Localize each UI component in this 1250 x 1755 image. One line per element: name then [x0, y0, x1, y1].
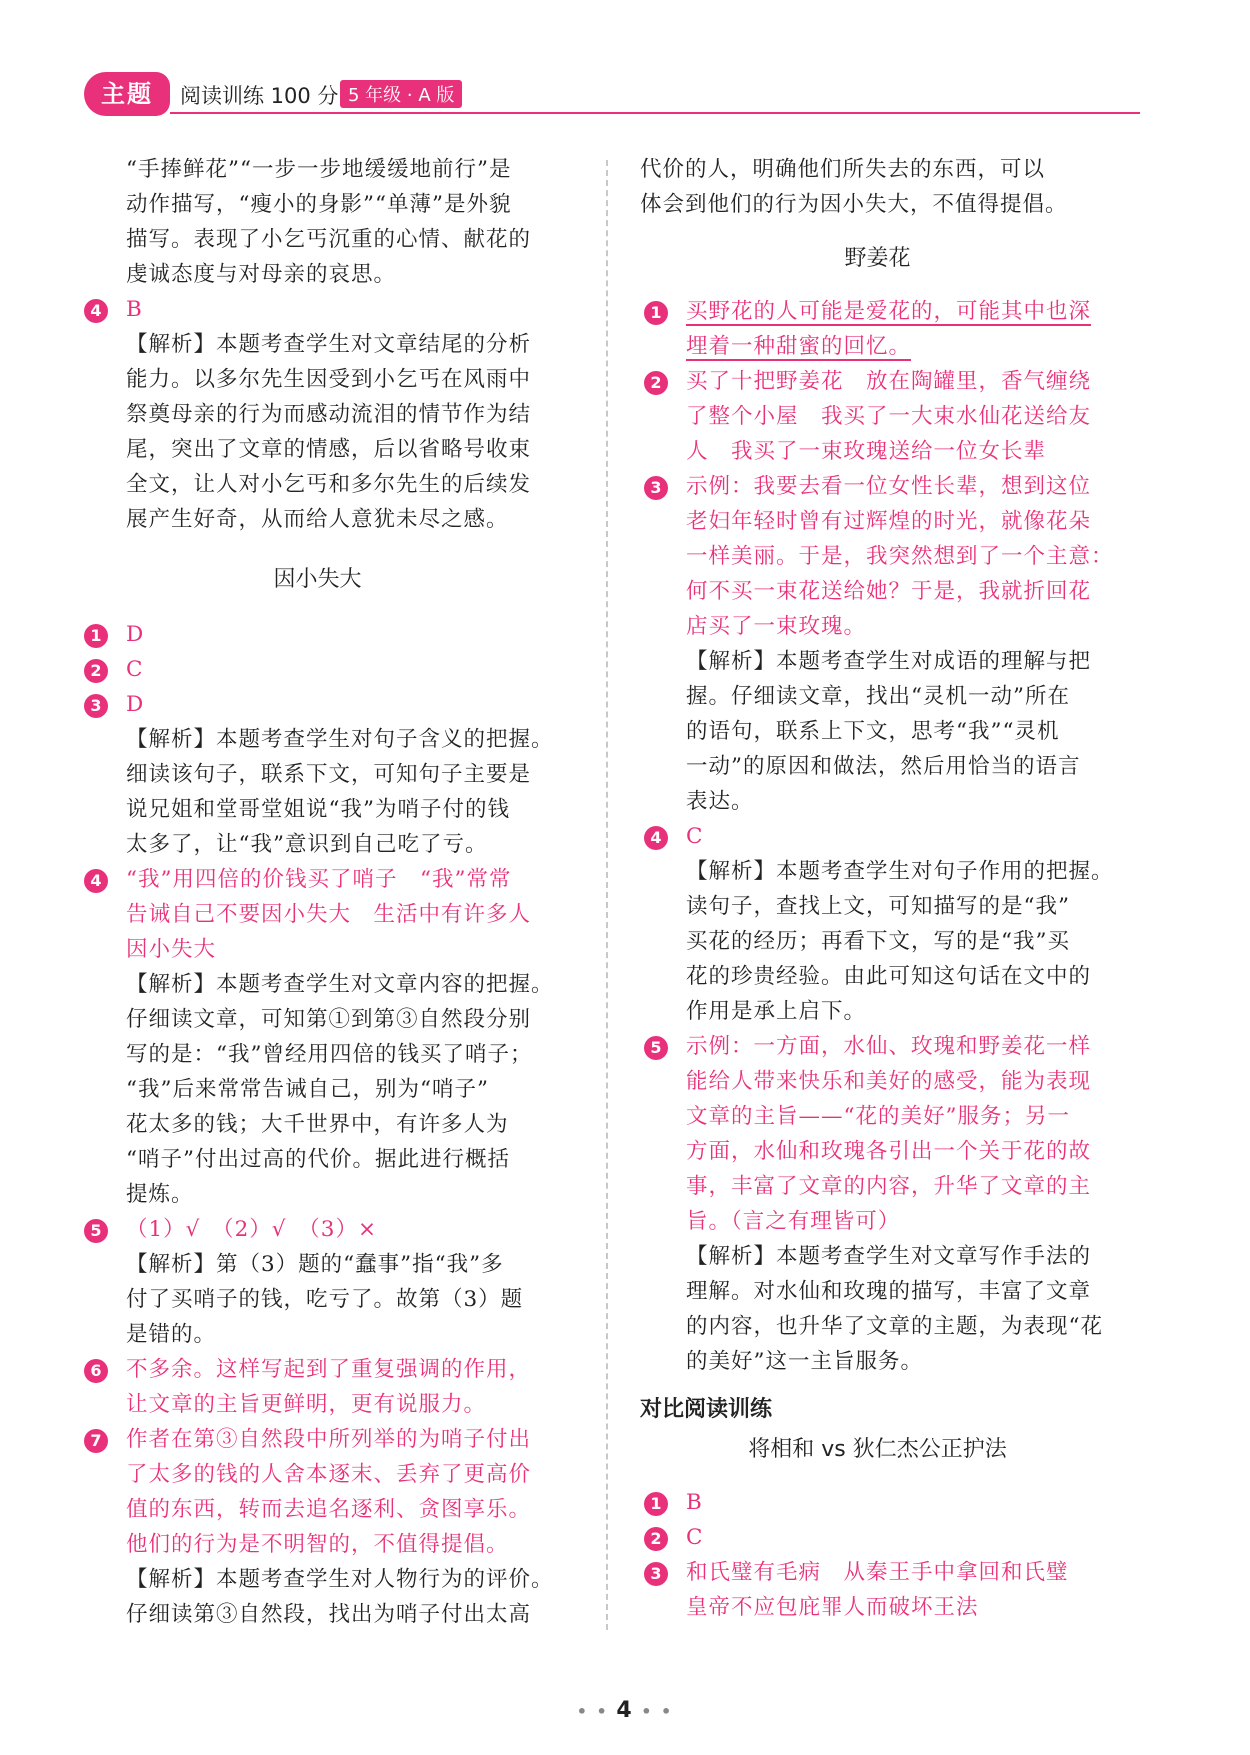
question-number-icon: 7	[84, 1429, 108, 1453]
text-line: 握。仔细读文章，找出“灵机一动”所在	[686, 684, 1070, 709]
answer-text: C	[126, 657, 144, 682]
answer-line: 何不买一束花送给她？于是，我就折回花	[686, 579, 1092, 604]
analysis-block	[80, 327, 555, 537]
answer-line: 老妇年轻时曾有过辉煌的时光，就像花朵	[686, 509, 1092, 534]
answer-line: 埋着一种甜蜜的回忆。	[686, 334, 912, 359]
answer-line: 示例：我要去看一位女性长辈，想到这位	[686, 474, 1092, 499]
question-number-icon: 3	[644, 1562, 668, 1586]
answer-item	[80, 652, 555, 687]
analysis-block	[640, 644, 1115, 819]
text-line: 花的珍贵经验。由此可知这句话在文中的	[686, 964, 1092, 989]
answer-line: 店买了一束玫瑰。	[686, 614, 867, 639]
answer-item	[80, 1352, 555, 1422]
answer-line: 因小失大	[126, 937, 217, 962]
analysis-block	[80, 1247, 555, 1352]
page-footer	[0, 1698, 1250, 1723]
text-line: 能力。以多尔先生因受到小乞丐在风雨中	[126, 367, 532, 392]
text-line: 尾，突出了文章的情感，后以省略号收束	[126, 437, 532, 462]
text-line: 描写。表现了小乞丐沉重的心情、献花的	[126, 227, 532, 252]
answer-line: 方面，水仙和玫瑰各引出一个关于花的故	[686, 1139, 1092, 1164]
answer-text: C	[686, 1525, 704, 1550]
book-title: 阅读训练 100 分	[180, 84, 339, 108]
text-line: 是错的。	[126, 1322, 217, 1347]
intro-paragraph	[80, 152, 555, 292]
page-number: 4	[616, 1698, 634, 1723]
answer-line: 皇帝不应包庇罪人而破坏王法	[686, 1595, 979, 1620]
answer-item	[640, 1520, 1115, 1555]
section-title: 将相和 vs 狄仁杰公正护法	[748, 1437, 1007, 1462]
question-number-icon: 1	[644, 301, 668, 325]
text-line: 表达。	[686, 789, 754, 814]
question-number-icon: 5	[644, 1036, 668, 1060]
text-line: 代价的人，明确他们所失去的东西，可以	[640, 157, 1046, 182]
answer-line: 不多余。这样写起到了重复强调的作用，	[126, 1357, 532, 1382]
text-line: 动作描写，“瘦小的身影”“单薄”是外貌	[126, 192, 512, 217]
header-divider	[170, 112, 1140, 114]
text-line: 作用是承上启下。	[686, 999, 867, 1024]
answer-item	[640, 1029, 1115, 1239]
answer-line: 他们的行为是不明智的，不值得提倡。	[126, 1532, 509, 1557]
text-line: 【解析】本题考查学生对句子含义的把握。	[126, 727, 554, 752]
question-number-icon: 1	[644, 1492, 668, 1516]
question-number-icon: 3	[644, 476, 668, 500]
question-number-icon: 3	[84, 694, 108, 718]
answer-line: 人 我买了一束玫瑰送给一位女长辈	[686, 439, 1047, 464]
section-title: 野姜花	[844, 246, 911, 271]
text-line: “我”后来常常告诫自己，别为“哨子”	[126, 1077, 489, 1102]
analysis-block	[80, 722, 555, 862]
text-line: 提炼。	[126, 1182, 194, 1207]
answer-line: 事，丰富了文章的内容，升华了文章的主	[686, 1174, 1092, 1199]
analysis-block	[640, 854, 1115, 1029]
question-number-icon: 2	[644, 1527, 668, 1551]
answer-line: 了太多的钱的人舍本逐末、丢弃了更高价	[126, 1462, 532, 1487]
answer-line: 旨。（言之有理皆可）	[686, 1209, 901, 1234]
text-line: 理解。对水仙和玫瑰的描写，丰富了文章	[686, 1279, 1092, 1304]
text-line: 太多了，让“我”意识到自己吃了亏。	[126, 832, 488, 857]
answer-item	[640, 1485, 1115, 1520]
answer-item	[80, 1212, 555, 1247]
question-number-icon: 5	[84, 1219, 108, 1243]
text-line: 仔细读文章，可知第①到第③自然段分别	[126, 1007, 532, 1032]
answer-line: 买了十把野姜花 放在陶罐里，香气缠绕	[686, 369, 1092, 394]
page-header	[80, 60, 1140, 122]
text-line: 读句子，查找上文，可知描写的是“我”	[686, 894, 1070, 919]
text-line: 一动”的原因和做法，然后用恰当的语言	[686, 754, 1081, 779]
answer-item	[80, 617, 555, 652]
section-heading: 对比阅读训练	[640, 1397, 773, 1422]
answer-item	[640, 1555, 1115, 1625]
answer-text: （1）√ （2）√ （3）×	[126, 1217, 377, 1242]
text-line: 展产生好奇，从而给人意犹未尽之感。	[126, 507, 509, 532]
answer-line: 示例：一方面，水仙、玫瑰和野姜花一样	[686, 1034, 1092, 1059]
question-number-icon: 4	[644, 826, 668, 850]
answer-line: 能给人带来快乐和美好的感受，能为表现	[686, 1069, 1092, 1094]
text-line: 体会到他们的行为因小失大，不值得提倡。	[640, 192, 1068, 217]
grade-badge: 5 年级 · A 版	[340, 80, 462, 108]
question-number-icon: 6	[84, 1359, 108, 1383]
text-line: 的内容，也升华了文章的主题，为表现“花	[686, 1314, 1103, 1339]
text-line: 买花的经历；再看下文，写的是“我”买	[686, 929, 1070, 954]
answer-line: 文章的主旨——“花的美好”服务；另一	[686, 1104, 1070, 1129]
answer-item	[640, 294, 1115, 364]
text-line: 写的是：“我”曾经用四倍的钱买了哨子；	[126, 1042, 533, 1067]
text-line: 仔细读第③自然段，找出为哨子付出太高	[126, 1602, 532, 1627]
answer-text: D	[126, 692, 145, 717]
answer-text: C	[686, 824, 704, 849]
answer-line: 了整个小屋 我买了一大束水仙花送给友	[686, 404, 1092, 429]
dots-icon: • •	[633, 1702, 674, 1721]
answer-item	[80, 1422, 555, 1562]
section-title: 因小失大	[273, 567, 362, 592]
answer-line: 作者在第③自然段中所列举的为哨子付出	[126, 1427, 532, 1452]
column-divider	[606, 160, 608, 1630]
right-column	[640, 152, 1115, 1625]
analysis-block	[80, 967, 555, 1212]
analysis-block	[640, 1239, 1115, 1379]
dots-icon: • •	[576, 1702, 617, 1721]
answer-item	[640, 819, 1115, 854]
text-line: 细读该句子，联系下文，可知句子主要是	[126, 762, 532, 787]
question-number-icon: 4	[84, 869, 108, 893]
answer-line: 和氏璧有毛病 从秦王手中拿回和氏璧	[686, 1560, 1069, 1585]
text-line: 【解析】第（3）题的“蠢事”指“我”多	[126, 1252, 504, 1277]
answer-text: B	[126, 297, 143, 322]
text-line: 花太多的钱；大千世界中，有许多人为	[126, 1112, 509, 1137]
text-line: 说兄姐和堂哥堂姐说“我”为哨子付的钱	[126, 797, 510, 822]
answer-line: 买野花的人可能是爱花的，可能其中也深	[686, 299, 1092, 324]
text-line: 【解析】本题考查学生对文章结尾的分析	[126, 332, 532, 357]
text-line: 虔诚态度与对母亲的哀思。	[126, 262, 397, 287]
text-line: “手捧鲜花”“一步一步地缓缓地前行”是	[126, 157, 512, 182]
text-line: 全文，让人对小乞丐和多尔先生的后续发	[126, 472, 532, 497]
text-line: 【解析】本题考查学生对文章内容的把握。	[126, 972, 554, 997]
answer-line: 让文章的主旨更鲜明，更有说服力。	[126, 1392, 487, 1417]
text-line: 的美好”这一主旨服务。	[686, 1349, 923, 1374]
answer-item	[80, 687, 555, 722]
text-line: “哨子”付出过高的代价。据此进行概括	[126, 1147, 510, 1172]
analysis-block	[80, 1562, 555, 1632]
text-line: 付了买哨子的钱，吃亏了。故第（3）题	[126, 1287, 524, 1312]
left-column	[80, 152, 555, 1632]
text-line: 的语句，联系上下文，思考“我”“灵机	[686, 719, 1060, 744]
answer-line: 告诫自己不要因小失大 生活中有许多人	[126, 902, 532, 927]
text-line: 【解析】本题考查学生对句子作用的把握。	[686, 859, 1114, 884]
question-number-icon: 4	[84, 299, 108, 323]
brand-logo: 主题	[84, 72, 170, 116]
answer-line: 值的东西，转而去追名逐利、贪图享乐。	[126, 1497, 532, 1522]
text-line: 【解析】本题考查学生对人物行为的评价。	[126, 1567, 554, 1592]
question-number-icon: 2	[644, 371, 668, 395]
text-line: 【解析】本题考查学生对文章写作手法的	[686, 1244, 1092, 1269]
question-number-icon: 2	[84, 659, 108, 683]
question-number-icon: 1	[84, 624, 108, 648]
answer-text: D	[126, 622, 145, 647]
text-line: 【解析】本题考查学生对成语的理解与把	[686, 649, 1092, 674]
answer-item	[640, 469, 1115, 644]
text-line: 祭奠母亲的行为而感动流泪的情节作为结	[126, 402, 532, 427]
answer-text: B	[686, 1490, 703, 1515]
answer-item	[80, 292, 555, 327]
answer-line: “我”用四倍的价钱买了哨子 “我”常常	[126, 867, 512, 892]
continued-paragraph	[640, 152, 1115, 222]
answer-item	[80, 862, 555, 967]
answer-line: 一样美丽。于是，我突然想到了一个主意：	[686, 544, 1114, 569]
answer-item	[640, 364, 1115, 469]
